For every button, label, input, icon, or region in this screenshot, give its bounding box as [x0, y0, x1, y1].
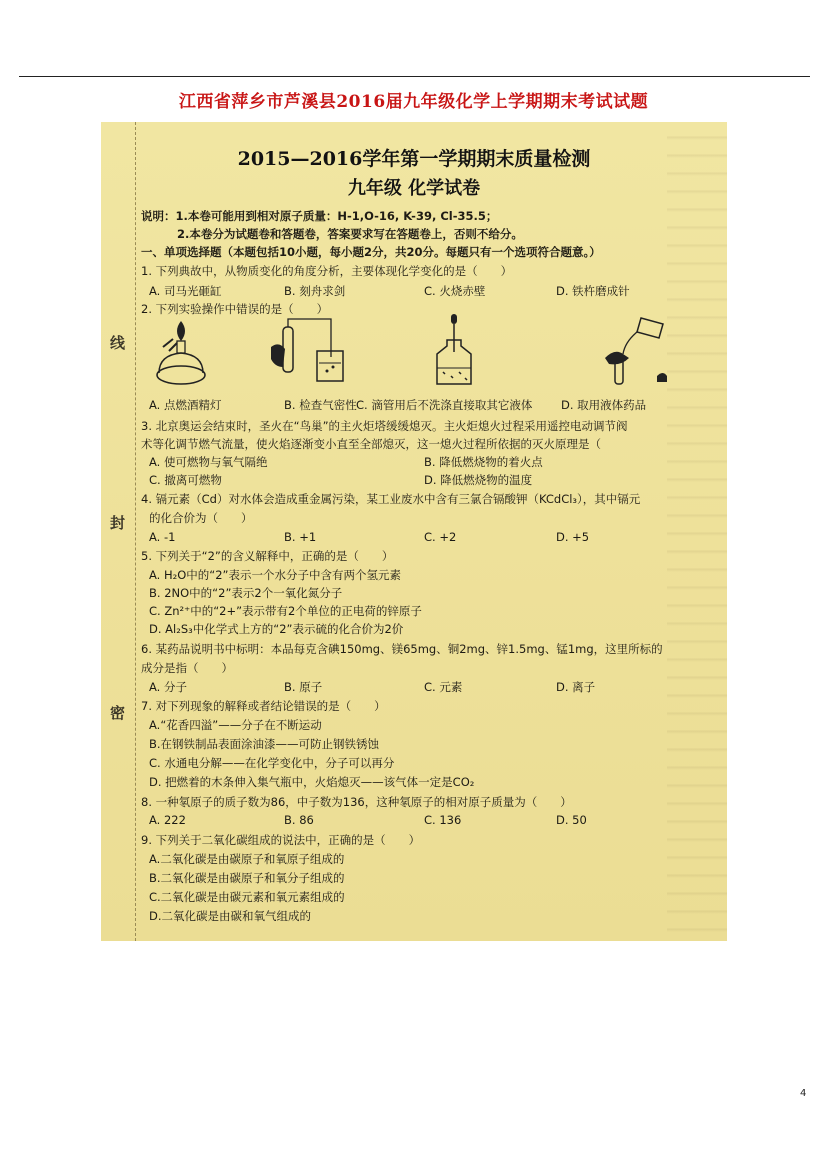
option-a: A. 222 — [149, 813, 186, 827]
option-c: C. 136 — [424, 813, 462, 827]
scanned-exam-page — [101, 122, 727, 941]
page-number: 4 — [800, 1088, 807, 1099]
option-c: C. 元素 — [424, 680, 463, 694]
option-d: D. 50 — [556, 813, 587, 827]
option-c: C. Zn²⁺中的“2+”表示带有2个单位的正电荷的锌原子 — [149, 604, 422, 618]
question-stem-continued: 术等化调节燃气流量，使火焰逐渐变小直至全部熄灭，这一熄火过程所依据的灭火原理是（ — [141, 437, 601, 451]
question-stem: 8. 一种氡原子的质子数为86，中子数为136，这种氡原子的相对原子质量为（ ） — [141, 795, 572, 809]
question-stem: 6. 某药品说明书中标明：本品每克含碘150mg、镁65mg、铜2mg、锌1.5mg、锰1mg，这里所标的 — [141, 642, 663, 656]
question-stem: 1. 下列典故中，从物质变化的角度分析，主要体现化学变化的是（ ） — [141, 264, 513, 278]
option-c: C. 火烧赤壁 — [424, 284, 486, 298]
question-stem: 4. 镉元素（Cd）对水体会造成重金属污染，某工业废水中含有三氯合镉酸钾（KCdCl₃），其中镉元 — [141, 492, 641, 506]
note-1: 说明：1.本卷可能用到相对原子质量：H-1,O-16, K-39, Cl-35.5； — [141, 209, 498, 223]
option-a: A.二氧化碳是由碳原子和氧原子组成的 — [149, 852, 345, 866]
top-rule — [19, 76, 810, 77]
option-a: A. H₂O中的“2”表示一个水分子中含有两个氢元素 — [149, 568, 402, 582]
alcohol-lamp-icon — [151, 317, 211, 387]
option-d: D. +5 — [556, 530, 590, 544]
option-d: D. 铁杵磨成针 — [556, 284, 630, 298]
binding-margin — [101, 122, 136, 941]
option-b: B. 检查气密性 — [284, 398, 357, 412]
option-b: B.在钢铁制品表面涂油漆——可防止钢铁锈蚀 — [149, 737, 380, 751]
option-b: B. 86 — [284, 813, 314, 827]
bleed-through-texture — [667, 122, 727, 941]
margin-char-seal: 封 — [110, 514, 126, 532]
question-stem: 5. 下列关于“2”的含义解释中，正确的是（ ） — [141, 549, 394, 563]
option-a: A. 分子 — [149, 680, 187, 694]
option-d: D.二氧化碳是由碳和氧气组成的 — [149, 909, 312, 923]
question-stem-continued: 成分是指（ ） — [141, 661, 233, 675]
option-b: B.二氧化碳是由碳原子和氧分子组成的 — [149, 871, 345, 885]
option-d: D. 取用液体药品 — [561, 398, 647, 412]
paper-subtitle: 九年级 化学试卷 — [347, 178, 481, 199]
option-b: B. 降低燃烧物的着火点 — [424, 455, 543, 469]
option-d: D. Al₂S₃中化学式上方的“2”表示硫的化合价为2价 — [149, 622, 404, 636]
option-d: D. 把燃着的木条伸入集气瓶中，火焰熄灭——该气体一定是CO₂ — [149, 775, 475, 789]
question-stem: 3. 北京奥运会结束时，圣火在“鸟巢”的主火炬塔缓缓熄灭。主火炬熄火过程采用遥控电动调节阀 — [141, 419, 628, 433]
option-d: D. 降低燃烧物的温度 — [424, 473, 533, 487]
option-b: B. 2NO中的“2”表示2个一氧化氮分子 — [149, 586, 343, 600]
option-a: A. 司马光砸缸 — [149, 284, 222, 298]
option-c: C. 撤离可燃物 — [149, 473, 222, 487]
option-b: B. +1 — [284, 530, 317, 544]
pouring-liquid-icon — [601, 314, 676, 394]
option-a: A. -1 — [149, 530, 176, 544]
option-c: C. 水通电分解——在化学变化中，分子可以再分 — [149, 756, 395, 770]
option-c: C. 滴管用后不洗涤直接取其它液体 — [356, 398, 533, 412]
option-d: D. 离子 — [556, 680, 596, 694]
option-b: B. 刻舟求剑 — [284, 284, 346, 298]
question-stem-continued: 的化合价为（ ） — [149, 511, 253, 525]
option-c: C. +2 — [424, 530, 457, 544]
section-heading: 一、单项选择题（本题包括10小题，每小题2分，共20分。每题只有一个选项符合题意。） — [141, 245, 601, 259]
margin-char-secret: 密 — [110, 704, 126, 722]
question-stem: 2. 下列实验操作中错误的是（ ） — [141, 302, 329, 316]
option-c: C.二氧化碳是由碳元素和氧元素组成的 — [149, 890, 345, 904]
dropper-bottle-icon — [429, 312, 479, 387]
question-stem: 9. 下列关于二氧化碳组成的说法中，正确的是（ ） — [141, 833, 421, 847]
option-b: B. 原子 — [284, 680, 323, 694]
note-2: 2.本卷分为试题卷和答题卷，答案要求写在答题卷上，否则不给分。 — [177, 227, 523, 241]
paper-title: 2015—2016学年第一学期期末质量检测 — [237, 148, 591, 170]
option-a: A. 使可燃物与氧气隔绝 — [149, 455, 268, 469]
question-stem: 7. 对下列现象的解释或者结论错误的是（ ） — [141, 699, 386, 713]
document-heading: 江西省萍乡市芦溪县2016届九年级化学上学期期末考试试题 — [178, 92, 649, 112]
margin-char-line: 线 — [110, 334, 126, 352]
option-a: A.“花香四溢”——分子在不断运动 — [149, 718, 322, 732]
airtightness-check-icon — [269, 317, 349, 387]
option-a: A. 点燃酒精灯 — [149, 398, 222, 412]
